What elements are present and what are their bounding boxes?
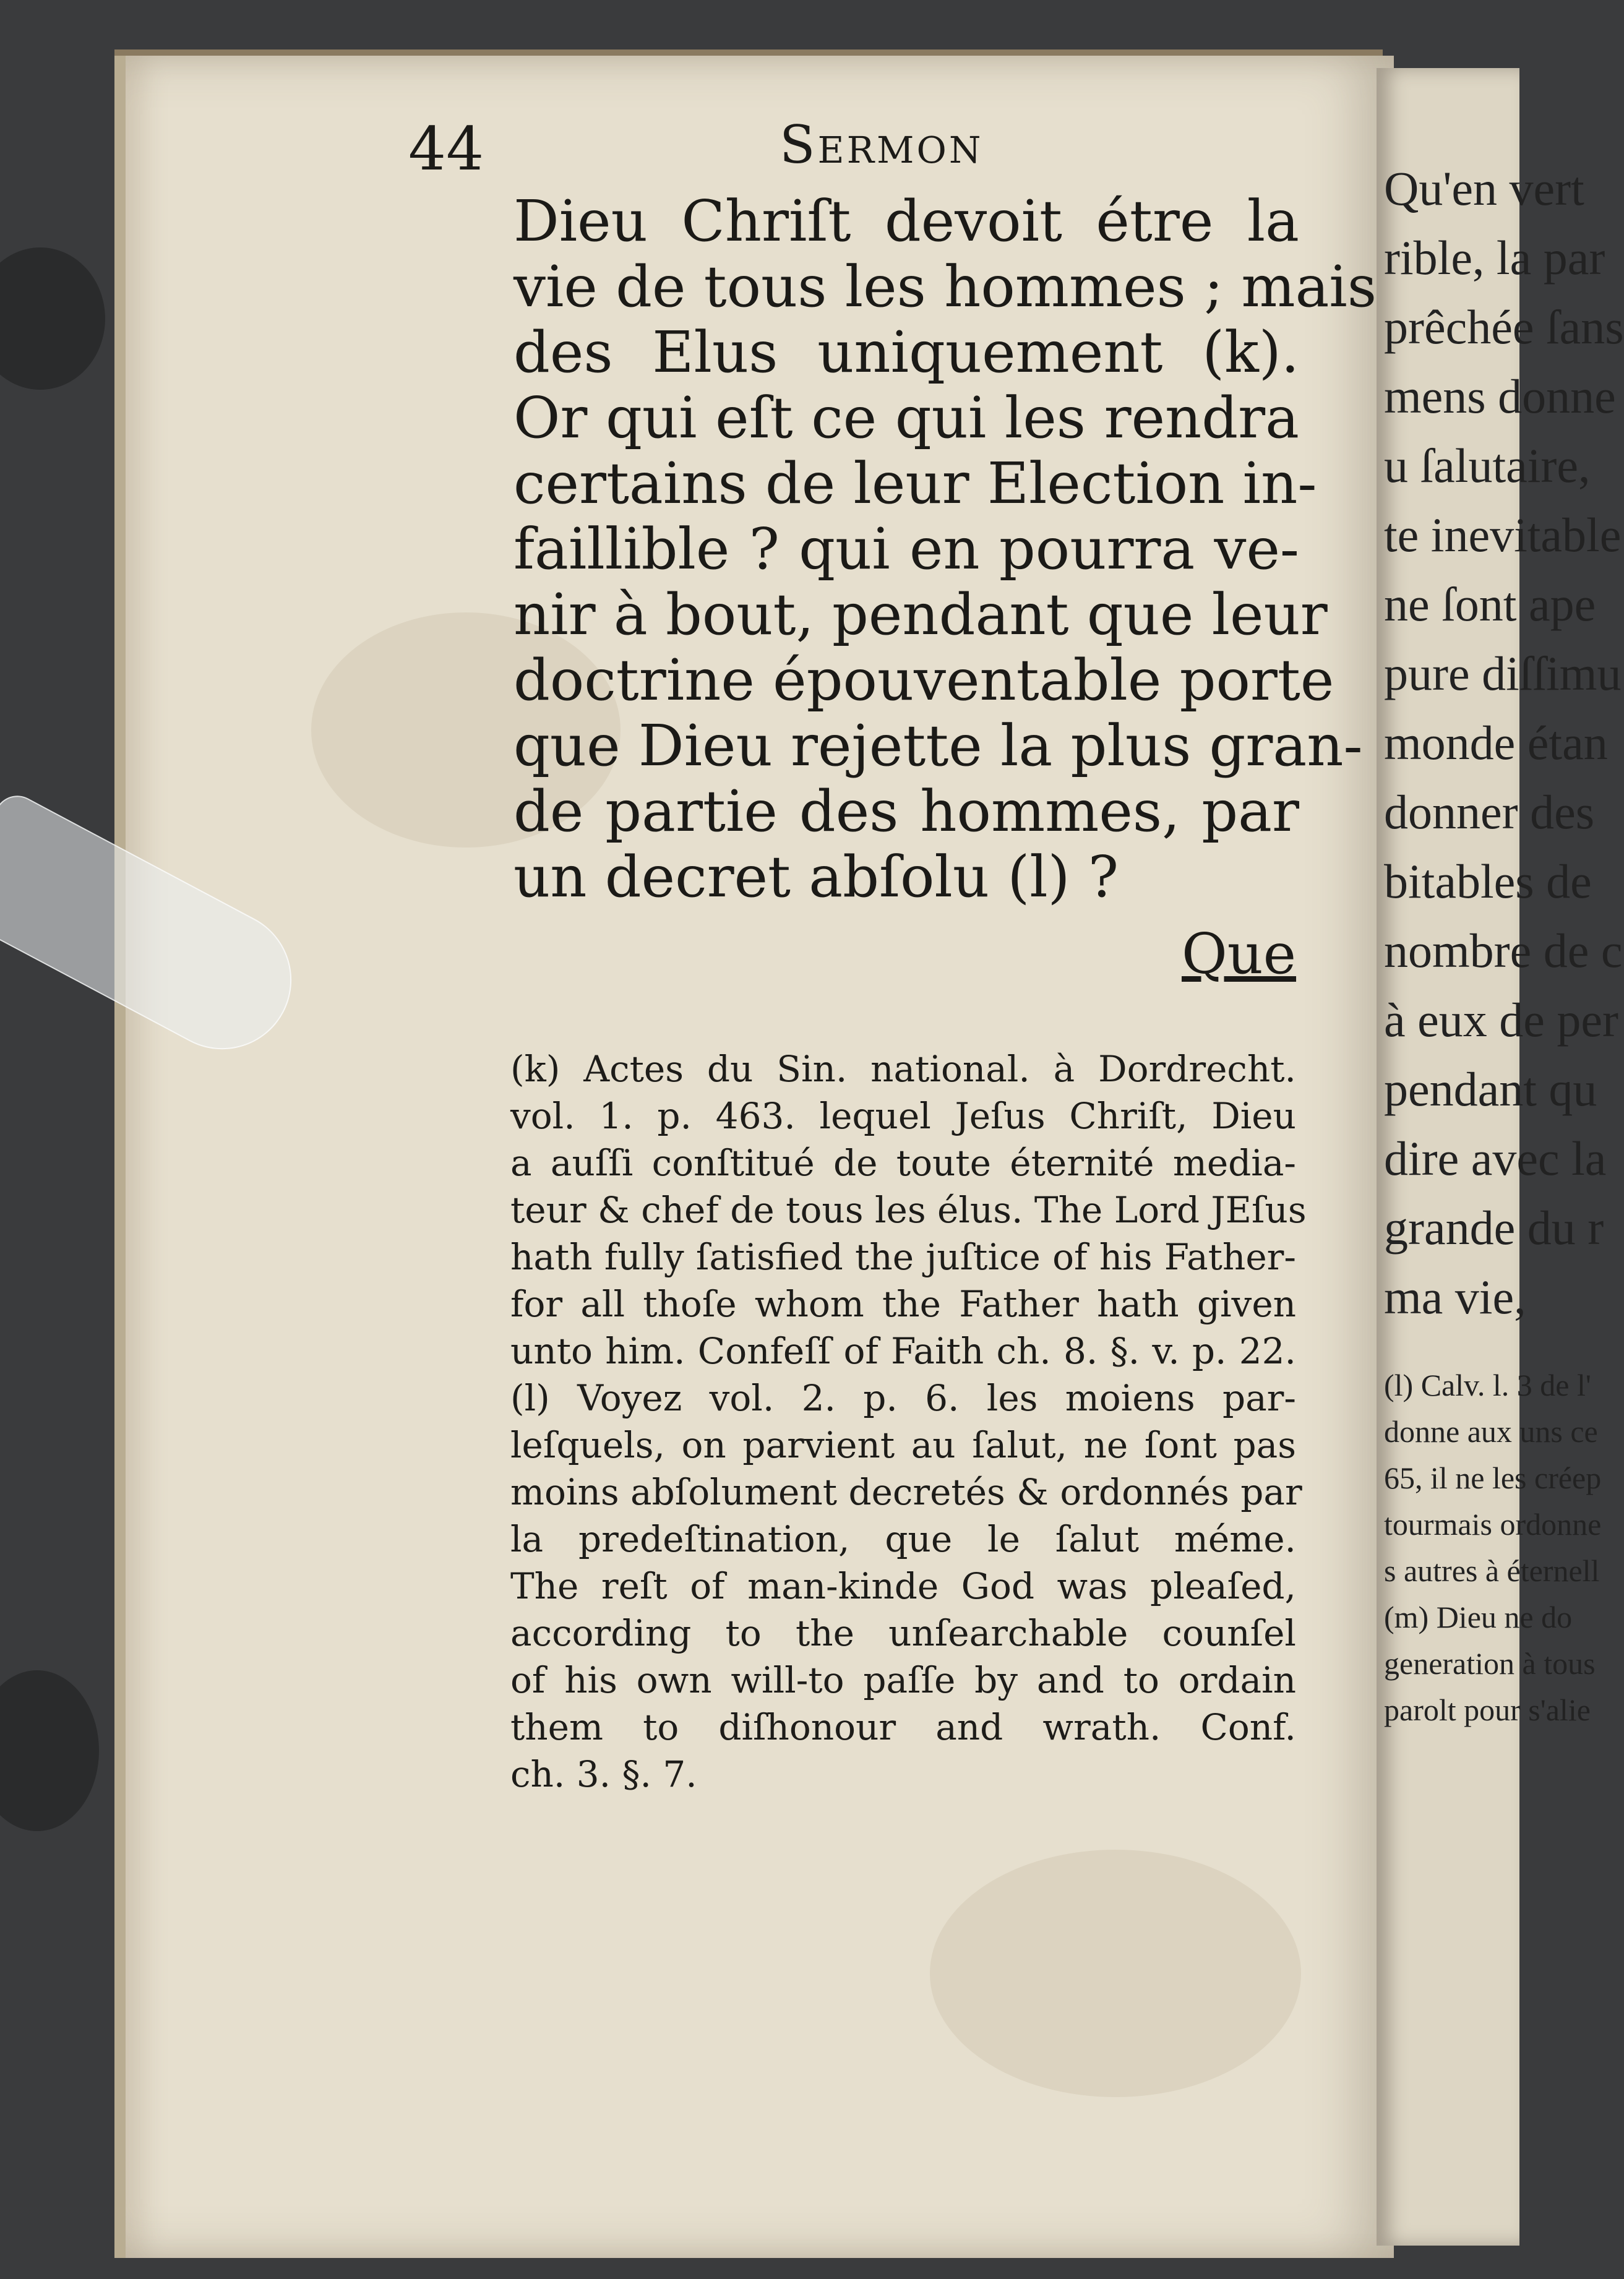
text-line: un decret abſolu (l) ? [513, 844, 1119, 910]
footnote-line: according to the unſearchable counſel [510, 1612, 1296, 1654]
facing-page-note-line: (l) Calv. l. 3 de l' [1384, 1368, 1591, 1402]
binding-clip [0, 1670, 99, 1831]
footnote-line: a auſſi conſtitué de toute éternité media- [510, 1142, 1296, 1184]
facing-page-line: u ſalutaire, [1384, 439, 1591, 492]
text-line: des Elus uniquement (k). [513, 319, 1299, 385]
facing-page-line: ma vie, [1384, 1270, 1526, 1324]
facing-page-line: mens donne [1384, 369, 1616, 423]
page-number: 44 [408, 114, 484, 184]
text-line: vie de tous les hommes ; mais [513, 254, 1377, 320]
footnote-line: moins abſolument decretés & ordonnés par [510, 1471, 1302, 1513]
facing-page-line: rible, la par [1384, 231, 1605, 285]
footnote-line: (l) Voyez vol. 2. p. 6. les moiens par- [510, 1377, 1296, 1419]
facing-page-line: nombre de c [1384, 924, 1623, 977]
running-head: Sermon [780, 114, 984, 175]
text-line: doctrine épouventable porte [513, 647, 1334, 713]
text-line: que Dieu rejette la plus gran- [513, 713, 1363, 779]
footnote-line: leſquels, on parvient au ſalut, ne ſont pas [510, 1424, 1296, 1466]
text-line: faillible ? qui en pourra ve- [513, 516, 1299, 582]
facing-page-note-line: s autres à éternell [1384, 1553, 1600, 1588]
facing-page-line: te inevitable [1384, 508, 1622, 562]
facing-page-note-line: 65, il ne les créep [1384, 1461, 1602, 1495]
footnote-line: teur & chef de tous les élus. The Lord JEſus [510, 1189, 1307, 1231]
facing-page-line: à eux de per [1384, 993, 1618, 1047]
text-line: nir à bout, pendant que leur [513, 582, 1328, 648]
footnote-line: The reſt of man-kinde God was pleaſed, [510, 1565, 1296, 1607]
page-header [408, 114, 1299, 182]
facing-page-line: bitables de [1384, 854, 1592, 908]
facing-page-note-line: donne aux uns ce [1384, 1414, 1598, 1449]
paper-stain [930, 1850, 1301, 2097]
facing-page-note-line: parolt pour s'alie [1384, 1693, 1591, 1727]
main-text [513, 188, 1377, 910]
footnote-line: of his own will-to paſſe by and to ordain [510, 1659, 1296, 1701]
facing-page-note-line: (m) Dieu ne do [1384, 1600, 1573, 1634]
footnote-line: la predeſtination, que le ſalut méme. [510, 1518, 1296, 1560]
footnote-line: for all thoſe whom the Father hath given [510, 1283, 1296, 1325]
facing-page-line: donner des [1384, 785, 1595, 839]
facing-page [1377, 68, 1624, 2246]
footnote-line: vol. 1. p. 463. lequel Jeſus Chriſt, Dieu [510, 1095, 1296, 1137]
facing-page-line: dire avec la [1384, 1131, 1607, 1185]
binding-clip [0, 247, 105, 390]
facing-page-note-line: generation à tous [1384, 1646, 1596, 1681]
footnote-line: ch. 3. §. 7. [510, 1753, 697, 1795]
facing-page-line: Qu'en vert [1384, 161, 1584, 215]
footnote-line: them to diſhonour and wrath. Conf. [510, 1706, 1296, 1748]
facing-page-line: grande du r [1384, 1201, 1604, 1255]
catchword: Que [1182, 922, 1297, 987]
facing-page-line: ne ſont ape [1384, 577, 1596, 631]
text-line: Dieu Chriſt devoit étre la [513, 188, 1299, 254]
text-line: de partie des hommes, par [513, 778, 1299, 844]
footnotes [510, 1045, 1307, 1798]
facing-page-line: monde étan [1384, 716, 1608, 770]
footnote-line: (k) Actes du Sin. national. à Dordrecht. [510, 1048, 1296, 1090]
facing-page-line: pendant qu [1384, 1062, 1597, 1116]
facing-page-line: pure diſſimu [1384, 646, 1622, 700]
text-line: Or qui eſt ce qui les rendra [513, 385, 1299, 451]
footnote-line: unto him. Confeſſ of Faith ch. 8. §. v. p. 22. [510, 1330, 1296, 1372]
footnote-line: hath fully ſatisfied the juſtice of his Father- [510, 1236, 1296, 1278]
text-line: certains de leur Election in- [513, 450, 1317, 517]
facing-page-line: prêchée ſans [1384, 300, 1624, 354]
facing-page-note-line: tourmais ordonne [1384, 1507, 1602, 1542]
